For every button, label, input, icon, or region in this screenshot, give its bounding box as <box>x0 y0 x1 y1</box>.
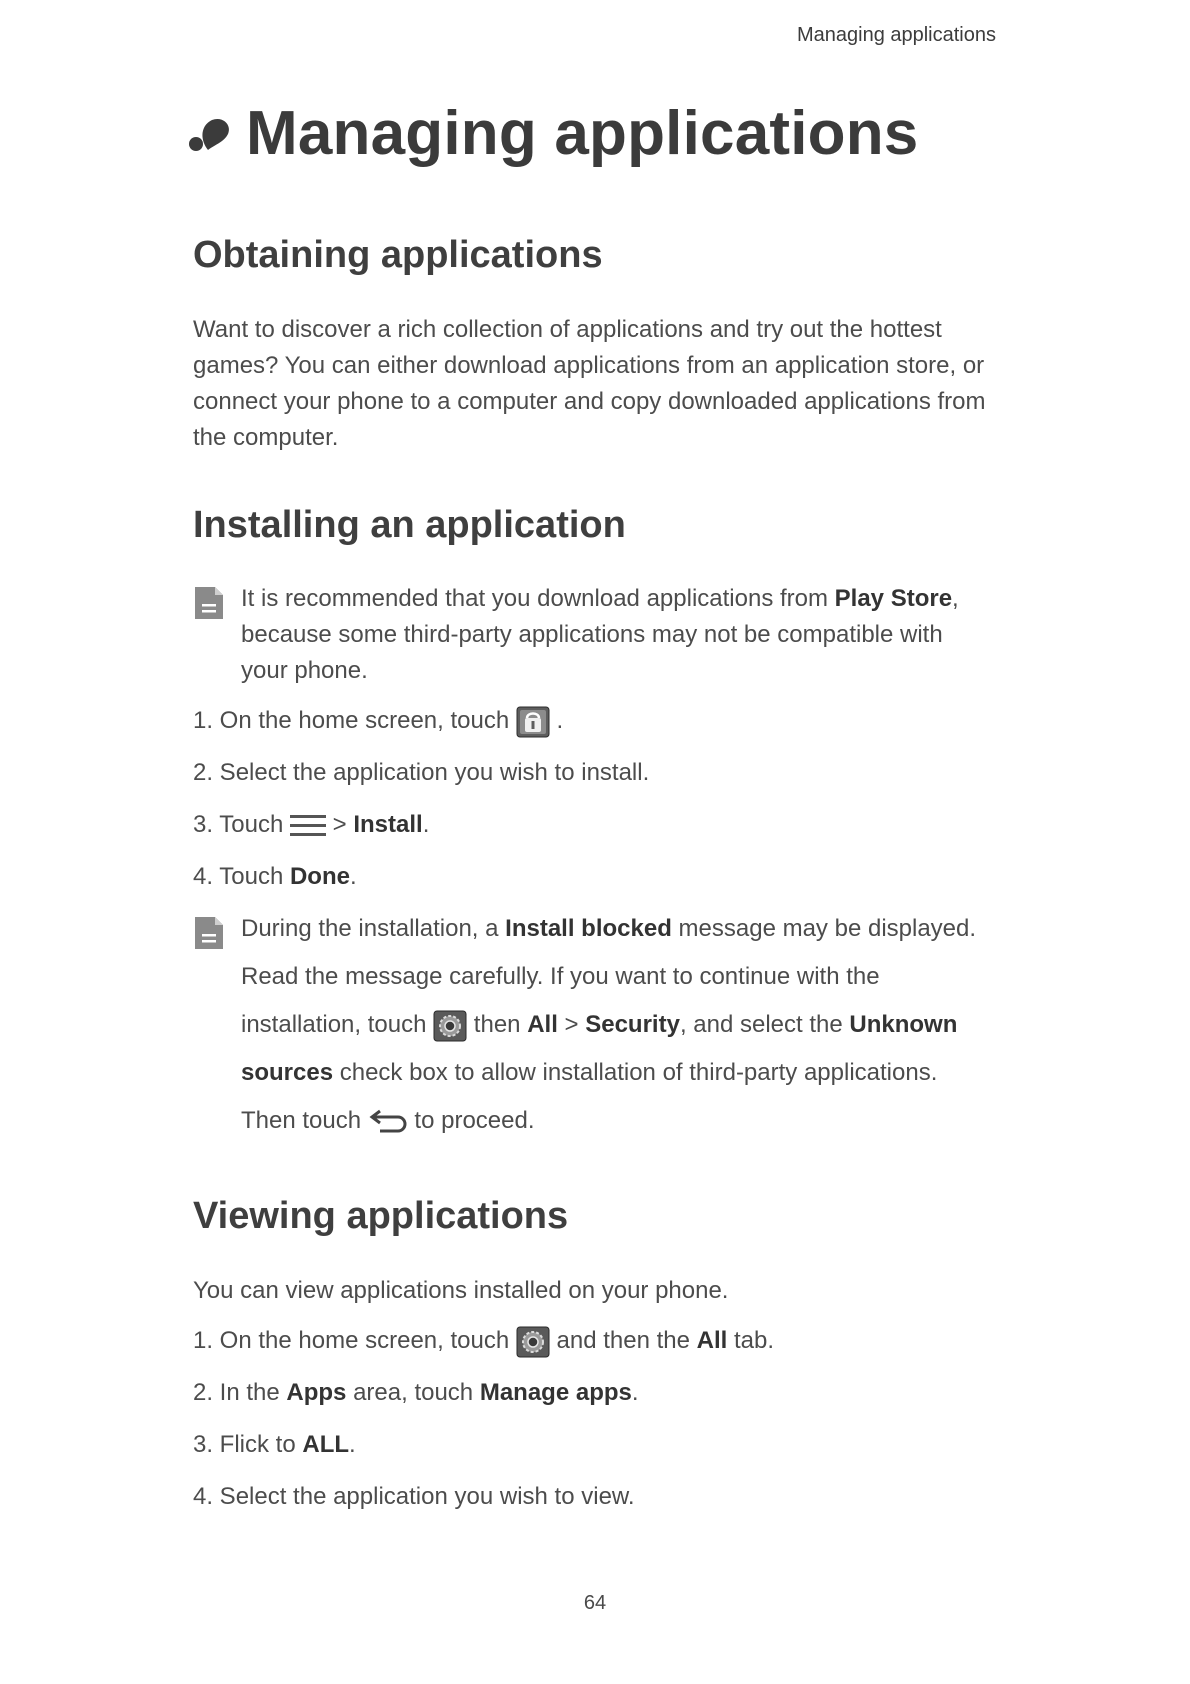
install-step-4 <box>193 859 993 895</box>
section-title-installing: Installing an application <box>193 503 626 546</box>
play-store-icon <box>516 706 550 738</box>
install-step-3 <box>193 807 993 843</box>
note-icon <box>193 585 225 621</box>
install-steps <box>193 703 993 895</box>
view-step-4 <box>193 1479 993 1515</box>
manage-apps-label: Manage apps <box>479 1379 632 1407</box>
step-text: . <box>556 707 564 735</box>
view-step-1 <box>193 1323 993 1359</box>
section-body-viewing: You can view applications installed on your phone. <box>193 1277 729 1305</box>
view-step-2 <box>193 1375 993 1411</box>
settings-icon <box>433 1010 467 1042</box>
note-text-part: then <box>473 1011 528 1039</box>
step-text: . <box>349 1431 356 1459</box>
section-body-obtaining: Want to discover a rich collection of applications and try out the hottest games? You can either download applications from an application store, or connect your phone to a computer and copy downloaded applications from the computer. <box>193 315 986 451</box>
apps-label: Apps <box>286 1379 347 1407</box>
step-text: . <box>349 863 357 891</box>
install-blocked-label: Install blocked <box>505 915 672 943</box>
all-caps-label: ALL <box>302 1431 350 1459</box>
view-steps <box>193 1323 993 1515</box>
note-text-part: , and select the <box>679 1011 850 1039</box>
step-text: 3. Flick to <box>193 1431 303 1459</box>
step-text: area, touch <box>346 1379 480 1407</box>
page-content <box>193 234 993 1531</box>
note-play-store <box>193 581 993 689</box>
step-text: 1. On the home screen, touch <box>193 1327 516 1355</box>
install-label: Install <box>353 811 423 839</box>
chapter-bullet-icon <box>186 110 234 158</box>
security-label: Security <box>585 1011 680 1039</box>
settings-icon <box>516 1326 550 1358</box>
done-label: Done <box>289 863 350 891</box>
install-step-2 <box>193 755 993 791</box>
running-header: Managing applications <box>796 24 996 46</box>
menu-icon <box>290 813 326 839</box>
play-store-label: Play Store <box>834 585 953 613</box>
all-tab-label: All <box>696 1327 728 1355</box>
back-icon <box>368 1109 408 1135</box>
note-icon <box>193 915 225 951</box>
step-text: and then the <box>556 1327 697 1355</box>
step-text: 4. Select the application you wish to view. <box>193 1483 635 1511</box>
note-text-part: , because some third-party applications may not be compatible with your phone. <box>241 585 959 685</box>
note-text-part: It is recommended that you download applications from <box>241 585 835 613</box>
step-text: 1. On the home screen, touch <box>193 707 516 735</box>
note-text <box>241 581 993 689</box>
chapter-heading <box>186 98 919 169</box>
section-title-obtaining: Obtaining applications <box>193 234 603 276</box>
note-text-part: During the installation, a <box>241 915 506 943</box>
step-text: 4. Touch <box>193 863 290 891</box>
section-title-viewing: Viewing applications <box>193 1195 569 1238</box>
all-label: All <box>527 1011 558 1039</box>
view-step-3 <box>193 1427 993 1463</box>
page-number: 64 <box>583 1592 607 1614</box>
step-text: 2. In the <box>193 1379 287 1407</box>
note-text-part: > <box>557 1011 586 1039</box>
step-text: 2. Select the application you wish to install. <box>193 759 650 787</box>
install-step-1 <box>193 703 993 739</box>
note-text <box>241 905 993 1145</box>
note-text-part: message may be displayed. Read the message carefully. If you want to continue with the installation, touch <box>241 915 977 1039</box>
step-text: > <box>332 811 354 839</box>
step-text: tab. <box>727 1327 775 1355</box>
note-text-part: check box to allow installation of third-party applications. Then touch <box>241 1059 938 1135</box>
note-install-blocked <box>193 911 993 1145</box>
step-text: . <box>422 811 430 839</box>
unknown-sources-label: Unknown sources <box>241 1011 958 1087</box>
chapter-title: Managing applications <box>246 99 919 168</box>
step-text: . <box>631 1379 639 1407</box>
step-text: 3. Touch <box>193 811 290 839</box>
note-text-part: to proceed. <box>414 1107 535 1135</box>
